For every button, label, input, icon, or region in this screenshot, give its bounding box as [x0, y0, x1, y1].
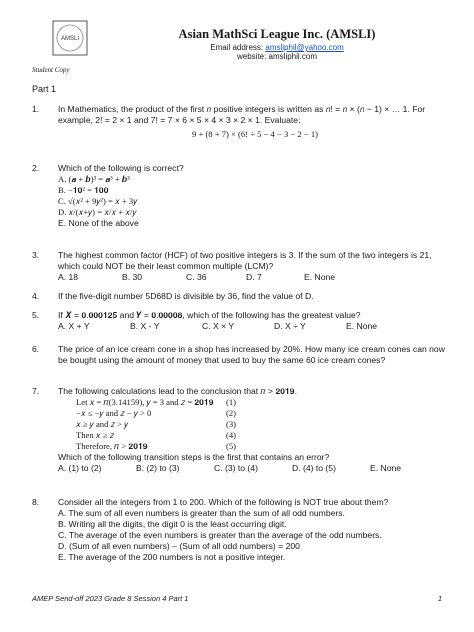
option-b: B. −𝟏𝟎² = 𝟏𝟎𝟎 [58, 185, 109, 195]
question-4 [32, 291, 452, 302]
question-text: The highest common factor (HCF) of two positive integers is 3. If the sum of the two integers is 21, which could NOT be their least common multiple (LCM)? [58, 250, 432, 271]
question-6 [32, 344, 452, 366]
question-3 [32, 250, 452, 283]
question-text: Consider all the integers from 1 to 200. Which of the following is NOT true about them? [58, 497, 389, 507]
step-3-number: (3) [226, 419, 237, 429]
option-a: A. The sum of all even numbers is greater than the sum of all odd numbers. [58, 508, 345, 518]
option-d: D. 𝑥/(𝑥+𝑦) = 𝑥/𝑥 + 𝑥/𝑦 [58, 207, 137, 217]
option-b: B. X - Y [130, 321, 160, 331]
question-text: Which of the following is correct? [58, 163, 184, 173]
website-line: website: amsliphil.com [236, 52, 318, 61]
question-number: 2. [32, 163, 40, 173]
option-a: A. (𝒂 + 𝒃)³ = 𝒂³ + 𝒃³ [58, 174, 130, 184]
question-number: 6. [32, 344, 40, 354]
step-4-text: Then 𝑥 ≥ 𝑧 [76, 430, 115, 440]
svg-text:AMSLI: AMSLI [60, 36, 80, 42]
option-d: D. (4) to (5) [292, 463, 336, 473]
question-text: If the five-digit number 5D68D is divisible by 36, find the value of D. [58, 291, 314, 301]
option-a: A. X + Y [58, 321, 90, 331]
page-footer [32, 594, 442, 603]
option-e: E. The average of the 200 numbers is not a positive integer. [58, 552, 286, 562]
option-a: A. (1) to (2) [58, 463, 102, 473]
option-d: D. X ÷ Y [274, 321, 306, 331]
calculation-steps [76, 397, 452, 452]
step-4-number: (4) [226, 430, 237, 440]
option-e: E. None [304, 272, 336, 282]
question-number: 7. [32, 386, 40, 396]
option-d: D. (Sum of all even numbers) – (Sum of all odd numbers) = 200 [58, 541, 300, 551]
step-2-text: −𝑥 ≤ −𝑦 and 𝑧 − 𝑦 > 0 [76, 408, 152, 418]
question-number: 8. [32, 497, 40, 507]
question-text: The following calculations lead to the conclusion that 𝜋 > 𝟐𝟎𝟏𝟗. [58, 386, 297, 396]
option-e: E. None of the above [58, 218, 139, 228]
question-1 [32, 104, 452, 140]
question-text: The price of an ice cream cone in a shop has increased by 20%. How many ice cream cones can now be bought using the amount of money that used to buy the same 60 ice cream cones? [58, 344, 445, 365]
part-heading: Part 1 [32, 84, 57, 94]
option-c: C. X × Y [202, 321, 235, 331]
question-number: 4. [32, 291, 40, 301]
question-text: If 𝑿 = 𝟎.𝟎𝟎𝟎𝟏𝟐𝟓 and 𝒀 = 𝟎.𝟎𝟎𝟎𝟎𝟖, which of the following has the greatest value? [58, 310, 361, 320]
option-d: D. 7 [246, 272, 262, 282]
email-link[interactable]: amsliphil@yahoo.com [265, 43, 344, 52]
option-c: C. √(𝑥² + 9𝑦²) = 𝑥 + 3𝑦 [58, 196, 138, 206]
option-a: A. 18 [58, 272, 79, 282]
email-line [40, 43, 474, 52]
step-3-text: 𝑥 ≥ 𝑦 and 𝑧 > 𝑦 [76, 419, 129, 429]
step-1-text: Let 𝑥 = 𝜋(3.14159), 𝑦 = 3 and 𝑧 = 𝟐𝟎𝟏𝟗 [76, 397, 214, 407]
question-5 [32, 310, 452, 332]
option-b: B. (2) to (3) [136, 463, 180, 473]
question-2 [32, 163, 452, 229]
step-5-text: Therefore, 𝜋 > 𝟐𝟎𝟏𝟗 [76, 441, 148, 451]
question-expression: 9 + (8 + 7) × (6! ÷ 5 − 4 − 3 − 2 − 1) [192, 129, 318, 139]
org-title: Asian MathSci League Inc. (AMSLI) [178, 27, 376, 41]
option-e: E. None [370, 463, 402, 473]
page-number: 1 [437, 594, 442, 603]
student-copy-label: Student Copy [32, 66, 70, 74]
step-5-number: (5) [226, 441, 237, 451]
option-b: B. 30 [122, 272, 143, 282]
email-label: Email address: [210, 43, 264, 52]
option-c: C. (3) to (4) [214, 463, 258, 473]
question-text: In Mathematics, the product of the first 𝑛 positive integers is written as 𝑛! = 𝑛 × (𝑛 − 1) × … 1. For example, 2! = 2 × 1 and 7! = 7 × 6 × 5 × 4 × 3 × 2 × 1. Evaluate: [58, 104, 426, 125]
step-2-number: (2) [226, 408, 237, 418]
option-c: C. The average of the even numbers is greater than the average of the odd numbers. [58, 530, 382, 540]
step-1-number: (1) [226, 397, 237, 407]
option-e: E. None [346, 321, 378, 331]
question-8 [32, 497, 452, 563]
question-number: 1. [32, 104, 40, 114]
question-number: 3. [32, 250, 40, 260]
question-subtext: Which of the following transition steps is the first that contains an error? [58, 452, 330, 462]
footer-text: AMEP Send-off 2023 Grade 8 Session 4 Part 1 [32, 594, 189, 603]
question-number: 5. [32, 310, 40, 320]
option-c: C. 36 [186, 272, 207, 282]
question-7 [32, 386, 452, 474]
option-b: B. Writing all the digits, the digit 0 is the least occurring digit. [58, 519, 287, 529]
